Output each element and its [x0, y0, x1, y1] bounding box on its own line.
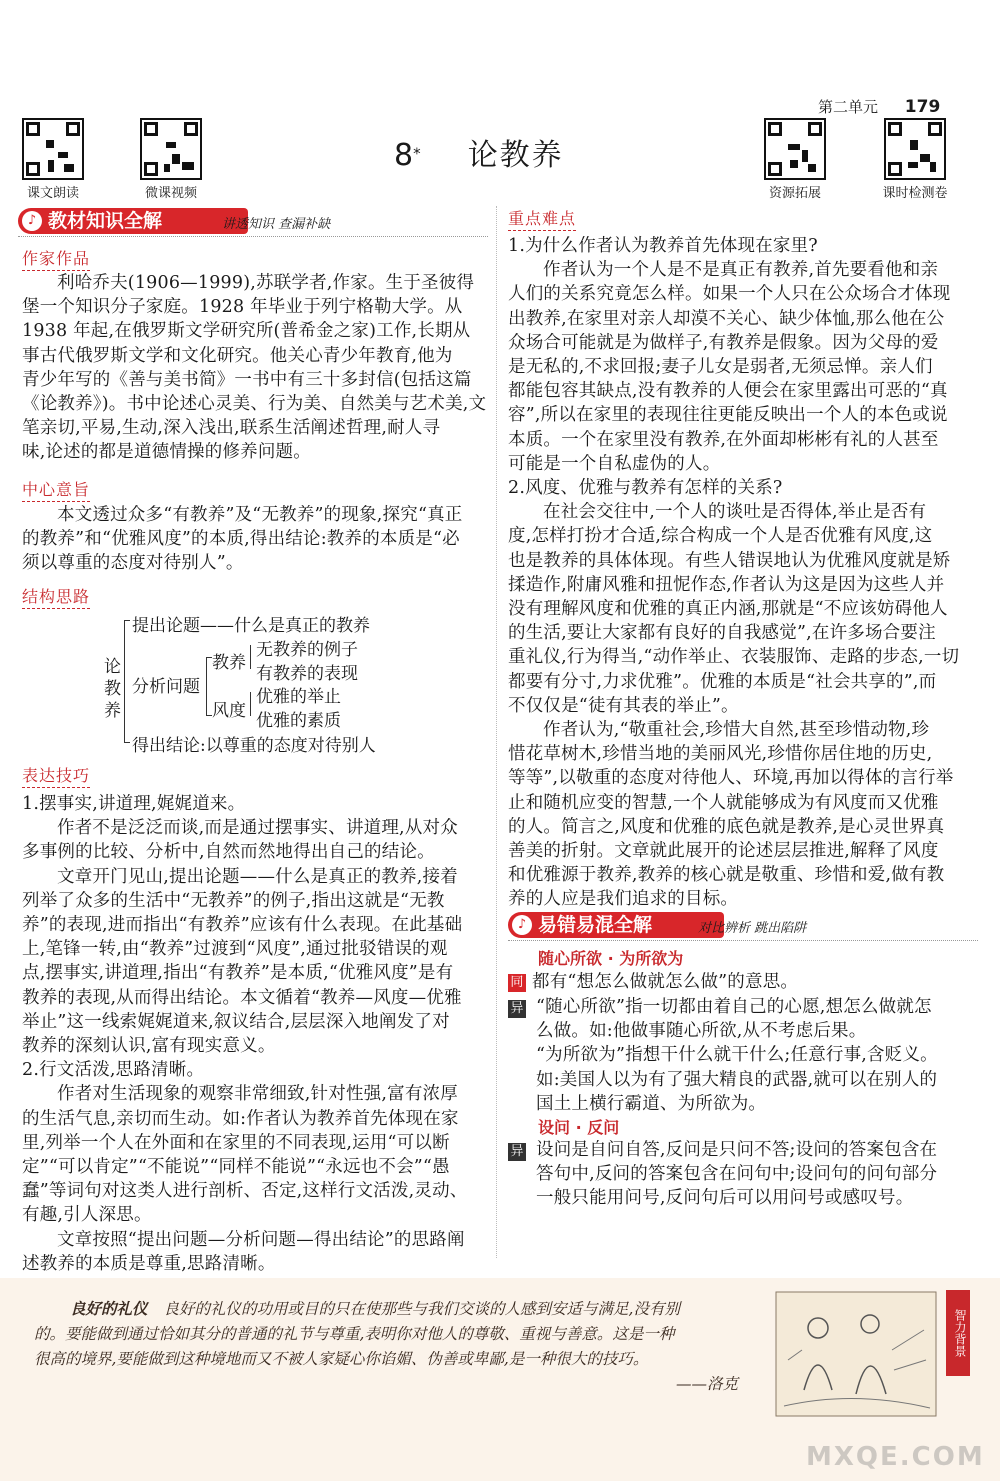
- structure-conclude: 得出结论:以尊重的态度对待别人: [132, 736, 376, 756]
- author-line: 堡一个知识分子家庭。1928 年毕业于列宁格勒大学。从: [22, 297, 463, 318]
- confuse-pair-2: 设问 · 反问: [538, 1118, 620, 1137]
- structure-grace: 风度: [212, 701, 246, 721]
- quote-seal: [946, 1290, 970, 1376]
- paragraph-line: 的人。简言之,风度和优雅的底色就是教养,是心灵世界真: [508, 816, 945, 837]
- confuse-pair-1: 随心所欲 · 为所欲为: [538, 949, 684, 968]
- banner-subtitle: 对比辨析 跳出陷阱: [698, 921, 807, 936]
- qr-code-video[interactable]: [140, 118, 202, 180]
- quote-text: [34, 1296, 754, 1397]
- paragraph-line: 文章开门见山,提出论题——什么是真正的教养,接着: [57, 866, 458, 887]
- diff-tag-icon: 异: [508, 1143, 526, 1161]
- brace-grace: [250, 692, 251, 716]
- author-line: 味,论述的都是道德情操的修养问题。: [22, 442, 311, 463]
- section-heading-technique: 表达技巧: [22, 763, 90, 788]
- paragraph-line: 可能是一个自私虚伪的人。: [508, 453, 721, 474]
- paragraph-line: 1.为什么作者认为教养首先体现在家里?: [508, 236, 818, 256]
- paragraph-line: 举止”这一线索娓娓道来,叙议结合,层层深入地阐发了对: [22, 1011, 450, 1032]
- theme-line: 本文透过众多“有教养”及“无教养”的现象,探究“真正: [57, 505, 463, 525]
- paragraph-line: 1.摆事实,讲道理,娓娓道来。: [22, 794, 246, 814]
- qr-label-video: 微课视频: [144, 186, 197, 201]
- quote-line: 很高的境界,要能做到这种境地而又不被人家疑心你谄媚、伪善或卑鄙,是一种很大的技巧。: [34, 1350, 649, 1368]
- paragraph-line: 不仅仅是“徒有其表的举止”。: [508, 695, 739, 716]
- technique-text: [22, 792, 488, 1276]
- quote-title: 良好的礼仪: [70, 1299, 148, 1318]
- structure-edu: 教养: [212, 653, 246, 673]
- brace-edu: [250, 645, 251, 669]
- paragraph-line: 出教养,在家里对亲人却漠不关心、缺少体恤,那么他在公: [508, 308, 945, 329]
- paragraph-line: 多事例的比较、分析中,自然而然地得出自己的结论。: [22, 842, 435, 863]
- quote-illustration: [774, 1290, 940, 1420]
- paragraph-line: 教养的表现,从而得出结论。本文循着“教养—风度—优雅: [22, 987, 462, 1008]
- paragraph-line: 列举了众多的生活中“无教养”的例子,指出这就是“无教: [22, 890, 445, 911]
- paragraph-line: 没有理解风度和优雅的真正内涵,那就是“不应该妨碍他人: [508, 599, 948, 620]
- section-heading-structure: 结构思路: [22, 584, 90, 609]
- theme-text: [22, 503, 488, 576]
- confuse-same-row: [508, 970, 978, 994]
- seal-text: 智力背景: [953, 1309, 967, 1357]
- paragraph-line: 2.行文活泼,思路清晰。: [22, 1060, 205, 1081]
- paragraph-line: 是无私的,不求回报;妻子儿女是弱者,无须忌惮。亲人们: [508, 357, 933, 378]
- paragraph-line: 揉造作,附庸风雅和扭怩作态,作者认为这是因为这些人并: [508, 574, 945, 595]
- lesson-name: 论教养: [467, 138, 564, 173]
- paragraph-line: 蠢”等词句对这类人进行剖析、否定,这样行文活泼,灵动、: [22, 1181, 468, 1202]
- structure-edu1: 无教养的例子: [256, 640, 358, 660]
- paragraph-line: 都要有分寸,力求优雅”。优雅的本质是“社会共享的”,而: [508, 671, 937, 692]
- paragraph-line: 里,列举一个人在外面和在家里的不同表现,运用“可以断: [22, 1132, 450, 1153]
- structure-grace1: 优雅的举止: [256, 687, 341, 707]
- paragraph-line: 有趣,引人深思。: [22, 1205, 152, 1226]
- section-heading-author: 作家作品: [22, 246, 90, 271]
- author-line: 青少年写的《善与美书简》一书中有三十多封信(包括这篇: [22, 369, 472, 390]
- brace-main: [124, 620, 125, 742]
- paragraph-line: 2.风度、优雅与教养有怎样的关系?: [508, 478, 783, 499]
- paragraph-line: 善美的折射。文章就此展开的论述层层推进,解释了风度: [508, 841, 939, 862]
- structure-analyze: 分析问题: [132, 677, 200, 697]
- paragraph-line: 的生活气息,亲切而生动。如:作者认为教养首先体现在家: [22, 1108, 459, 1129]
- diff-line: 么做。如:他做事随心所欲,从不考虑后果。: [536, 1021, 867, 1042]
- paragraph-line: 作者对生活现象的观察非常细致,针对性强,富有浓厚: [57, 1084, 458, 1105]
- paragraph-line: 作者不是泛泛而谈,而是通过摆事实、讲道理,从对众: [57, 818, 458, 839]
- banner-subtitle: 讲透知识 查漏补缺: [222, 217, 331, 232]
- paragraph-line: 点,摆事实,讲道理,指出“有教养”是本质,“优雅风度”是有: [22, 963, 454, 984]
- paragraph-line: 众场合可能就是为做样子,有教养是假象。因为父母的爱: [508, 332, 939, 353]
- paragraph-line: 作者认为,“敬重社会,珍惜大自然,甚至珍惜动物,珍: [543, 720, 930, 741]
- banner-title: 教材知识全解: [48, 210, 163, 232]
- diff2-line: 答句中,反问的答案包含在问句中;设问句的问句部分: [536, 1164, 938, 1185]
- qr-code-test[interactable]: [884, 118, 946, 180]
- author-text: [22, 271, 488, 465]
- diff-line: “为所欲为”指想干什么就干什么;任意行事,含贬义。: [536, 1045, 938, 1066]
- paragraph-line: 教养的深刻认识,富有现实意义。: [22, 1036, 276, 1057]
- section-heading-keypoints: 重点难点: [508, 206, 576, 231]
- unit-label: 第二单元: [818, 98, 879, 116]
- paragraph-line: 定”“可以肯定”“不能说”“同样不能说”“永远也不会”“愚: [22, 1157, 450, 1178]
- paragraph-line: 惜花草树木,珍惜当地的美丽风光,珍惜你居住地的历史,: [508, 744, 933, 765]
- same-tag-icon: 同: [508, 974, 526, 992]
- diff-tag-icon: 异: [508, 1000, 526, 1018]
- quote-author: ——洛克: [675, 1375, 738, 1393]
- diff-line: 国土上横行霸道、为所欲为。: [536, 1093, 767, 1114]
- section-banner-knowledge: [18, 208, 248, 234]
- banner-title: 易错易混全解: [538, 914, 653, 936]
- author-line: 笔亲切,平易,生动,深入浅出,联系生活阐述哲理,耐人寻: [22, 418, 441, 439]
- paragraph-line: 止和随机应变的智慧,一个人就能够成为有风度而又优雅: [508, 792, 939, 813]
- author-line: 事古代俄罗斯文学和文化研究。他关心青少年教育,他为: [22, 345, 453, 366]
- running-header: [818, 96, 940, 117]
- theme-line: 须以尊重的态度对待别人”。: [22, 553, 244, 574]
- brace-analyze: [206, 657, 207, 715]
- qr-label-test: 课时检测卷: [882, 186, 948, 201]
- diff-line: “随心所欲”指一切都由着自己的心愿,想怎么做就怎: [536, 997, 932, 1017]
- paragraph-line: 在社会交往中,一个人的谈吐是否得体,举止是否有: [543, 502, 927, 523]
- paragraph-line: 人们的关系究竟怎么样。如果一个人只在公众场合才体现: [508, 284, 951, 305]
- theme-line: 的教养”和“优雅风度”的本质,得出结论:教养的本质是“必: [22, 529, 460, 550]
- structure-grace2: 优雅的素质: [256, 711, 341, 731]
- paragraph-line: 文章按照“提出问题—分析问题—得出结论”的思路阐: [57, 1229, 465, 1250]
- confuse-same-text: 都有“想怎么做就怎么做”的意思。: [532, 972, 799, 992]
- qr-label-resources: 资源拓展: [768, 186, 821, 201]
- paragraph-line: 养”的表现,进而指出“有教养”应该有什么表现。在此基础: [22, 915, 463, 936]
- paragraph-line: 和优雅源于教养,教养的核心就是敬重、珍惜和爱,做有教: [508, 865, 945, 886]
- diff2-line: 设问是自问自答,反问是只问不答;设问的答案包含在: [536, 1140, 938, 1160]
- bell-icon: ♪: [22, 211, 42, 231]
- bell-icon: ♪: [512, 915, 532, 935]
- page-number: 179: [904, 97, 941, 117]
- author-line: 《论教养》)。书中论述心灵美、行为美、自然美与艺术美,文: [22, 394, 487, 415]
- paragraph-line: 容”,所以在家里的表现往往更能反映出一个人的本色或说: [508, 405, 948, 426]
- watermark: MXQE.COM: [806, 1442, 985, 1472]
- diff2-line: 一般只能用问号,反问句后可以用问号或感叹号。: [536, 1188, 914, 1209]
- paragraph-line: 重礼仪,行为得当,“动作举止、衣装服饰、走路的步态,一切: [508, 647, 960, 668]
- lesson-star: *: [413, 144, 421, 163]
- lesson-title: [394, 130, 564, 174]
- author-line: 利哈乔夫(1906—1999),苏联学者,作家。生于圣彼得: [57, 273, 475, 293]
- structure-edu2: 有教养的表现: [256, 664, 358, 684]
- diff-line: 如:美国人以为有了强大精良的武器,就可以在别人的: [536, 1069, 938, 1090]
- banner-rule: [508, 940, 978, 941]
- paragraph-line: 的生活,要让大家都有良好的自我感觉”,在许多场合要注: [508, 623, 936, 644]
- quote-line: 良好的礼仪的功用或目的只在使那些与我们交谈的人感到安适与满足,没有别: [163, 1300, 680, 1318]
- section-heading-theme: 中心意旨: [22, 477, 90, 502]
- qr-code-reading[interactable]: [22, 118, 84, 180]
- keypoints-text: [508, 234, 978, 912]
- paragraph-line: 述教养的本质是尊重,思路清晰。: [22, 1253, 276, 1274]
- quote-line: 的。要能做到通过恰如其分的普通的礼节与尊重,表明你对他人的尊敬、重视与善意。这是一种: [34, 1325, 675, 1343]
- column-divider: [496, 206, 497, 1258]
- lesson-number: 8: [394, 138, 414, 173]
- paragraph-line: 养的人应是我们追求的目标。: [508, 889, 739, 910]
- structure-root: 论教养: [104, 657, 121, 721]
- author-line: 1938 年起,在俄罗斯文学研究所(普希金之家)工作,长期从: [22, 321, 471, 342]
- paragraph-line: 都能包容其缺点,没有教养的人便会在家里露出可恶的“真: [508, 381, 948, 402]
- banner-rule: [18, 236, 488, 237]
- paragraph-line: 也是教养的具体体现。有些人错误地认为优雅风度就是矫: [508, 550, 951, 571]
- section-banner-confuse: [508, 912, 724, 938]
- paragraph-line: 本质。一个在家里没有教养,在外面却彬彬有礼的人甚至: [508, 429, 939, 450]
- qr-label-reading: 课文朗读: [26, 186, 79, 201]
- qr-code-resources[interactable]: [764, 118, 826, 180]
- paragraph-line: 作者认为一个人是不是真正有教养,首先要看他和亲: [543, 260, 939, 281]
- paragraph-line: 度,怎样打扮才合适,综合构成一个人是否优雅有风度,这: [508, 526, 933, 547]
- paragraph-line: 等等”,以敬重的态度对待他人、环境,再加以得体的言行举: [508, 768, 954, 789]
- structure-raise: 提出论题——什么是真正的教养: [132, 616, 370, 636]
- paragraph-line: 上,笔锋一转,由“教养”过渡到“风度”,通过批驳错误的观: [22, 939, 448, 960]
